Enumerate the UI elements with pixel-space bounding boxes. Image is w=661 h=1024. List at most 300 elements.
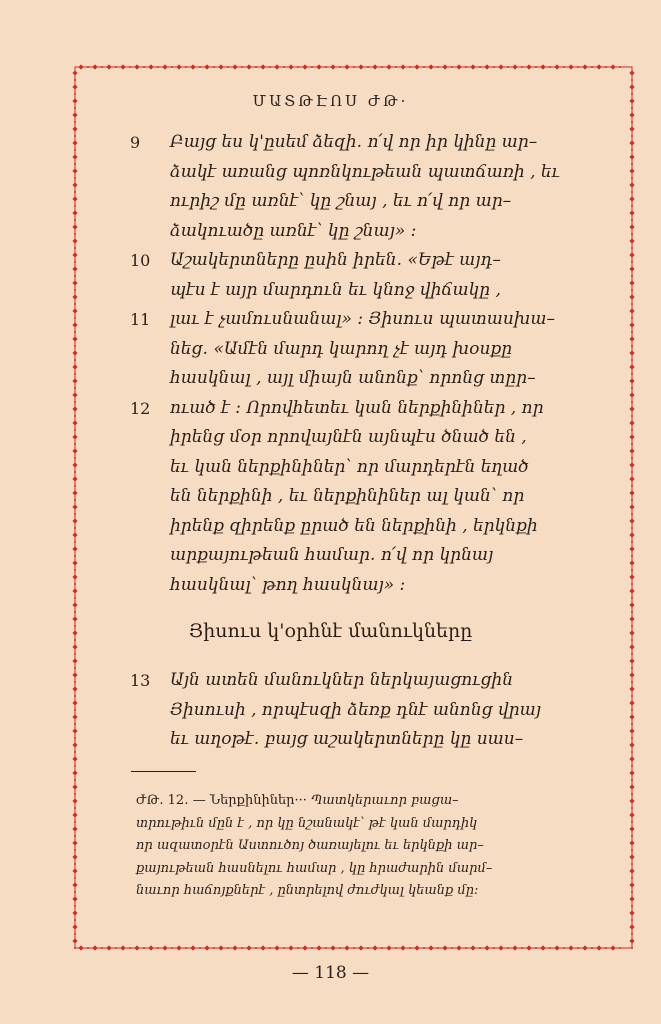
border-ornament-dot <box>605 947 607 949</box>
border-ornament-dot <box>631 205 633 207</box>
verse-text: եւ աղօթէ․ բայց աշակերտները կը սաս– <box>170 729 524 749</box>
border-ornament-diamond <box>629 420 634 425</box>
border-ornament-diamond <box>72 868 77 873</box>
border-ornament-diamond <box>72 784 77 789</box>
border-ornament-diamond <box>260 64 265 69</box>
border-ornament-dot <box>171 66 173 68</box>
border-ornament-diamond <box>72 224 77 229</box>
border-ornament-diamond <box>72 140 77 145</box>
verse-line <box>130 364 600 394</box>
border-ornament-diamond <box>72 238 77 243</box>
border-ornament-dot <box>74 485 76 487</box>
border-ornament-dot <box>74 79 76 81</box>
border-ornament-diamond <box>596 64 601 69</box>
verse-line <box>130 246 600 276</box>
border-ornament-diamond <box>629 476 634 481</box>
border-ornament-diamond <box>72 280 77 285</box>
border-ornament-dot <box>591 66 593 68</box>
border-ornament-diamond <box>629 588 634 593</box>
border-ornament-dot <box>143 66 145 68</box>
verses-block-1 <box>130 128 600 600</box>
border-ornament-diamond <box>176 945 181 950</box>
verse-line <box>130 305 600 335</box>
border-ornament-dot <box>74 737 76 739</box>
border-ornament-dot <box>74 695 76 697</box>
border-ornament-dot <box>283 66 285 68</box>
border-ornament-diamond <box>72 126 77 131</box>
border-ornament-dot <box>213 66 215 68</box>
border-ornament-diamond <box>372 945 377 950</box>
verse-line <box>130 453 600 483</box>
border-ornament-diamond <box>120 64 125 69</box>
border-ornament-diamond <box>629 644 634 649</box>
border-ornament-diamond <box>629 378 634 383</box>
section-subtitle: Յիսուս կ'օրհնէ մանուկները <box>188 620 473 642</box>
border-ornament-diamond <box>72 448 77 453</box>
verse-line <box>130 423 600 453</box>
border-ornament-diamond <box>428 945 433 950</box>
border-ornament-diamond <box>498 64 503 69</box>
border-ornament-diamond <box>72 168 77 173</box>
border-ornament-diamond <box>72 686 77 691</box>
border-ornament-diamond <box>629 252 634 257</box>
border-ornament-diamond <box>72 378 77 383</box>
border-ornament-dot <box>74 331 76 333</box>
border-ornament-diamond <box>204 945 209 950</box>
verse-text: արքայութեան համար․ ո՛վ որ կրնայ <box>170 545 494 565</box>
border-ornament-diamond <box>120 945 125 950</box>
border-ornament-diamond <box>72 308 77 313</box>
border-ornament-diamond <box>629 280 634 285</box>
border-ornament-dot <box>631 485 633 487</box>
border-ornament-diamond <box>629 140 634 145</box>
border-ornament-diamond <box>302 64 307 69</box>
border-ornament-dot <box>311 947 313 949</box>
border-ornament-dot <box>74 849 76 851</box>
border-ornament-dot <box>631 121 633 123</box>
border-ornament-diamond <box>72 672 77 677</box>
verse-text: իրենց մօր որովայնէն այնպէս ծնած են , <box>170 427 527 447</box>
border-ornament-dot <box>493 66 495 68</box>
verse-number: 9 <box>130 133 141 152</box>
border-ornament-dot <box>74 499 76 501</box>
border-ornament-dot <box>631 401 633 403</box>
verse-text: պէս է այր մարդուն եւ կնոջ վիճակը , <box>170 279 501 300</box>
border-ornament-diamond <box>72 546 77 551</box>
border-ornament-diamond <box>582 64 587 69</box>
border-ornament-dot <box>631 457 633 459</box>
border-ornament-diamond <box>629 924 634 929</box>
border-ornament-dot <box>507 66 509 68</box>
border-ornament-diamond <box>629 812 634 817</box>
verse-line <box>130 394 600 424</box>
border-ornament-diamond <box>582 945 587 950</box>
border-ornament-dot <box>339 66 341 68</box>
verse-line <box>130 571 600 601</box>
border-ornament-dot <box>631 191 633 193</box>
border-ornament-dot <box>74 835 76 837</box>
verse-number: 12 <box>130 398 151 418</box>
border-ornament-dot <box>74 457 76 459</box>
border-ornament-diamond <box>72 714 77 719</box>
border-ornament-diamond <box>72 938 77 943</box>
border-ornament-dot <box>325 947 327 949</box>
border-ornament-diamond <box>629 448 634 453</box>
footnote-line: որ ազատօրէն Աստուծոյ ծառայելու եւ երկնքի ար– <box>136 838 484 853</box>
border-ornament-dot <box>101 947 103 949</box>
border-ornament-diamond <box>498 945 503 950</box>
border-ornament-diamond <box>106 945 111 950</box>
border-ornament-diamond <box>288 945 293 950</box>
border-ornament-dot <box>185 947 187 949</box>
footnote-line: տրութիւն մըն է , որ կը նշանակէ՝ թէ կան մարդիկ <box>136 815 478 831</box>
border-ornament-diamond <box>72 154 77 159</box>
border-ornament-dot <box>631 345 633 347</box>
border-ornament-diamond <box>629 658 634 663</box>
running-header: ՄԱՏԹԷՈՍ ԺԹ· <box>252 92 409 110</box>
border-ornament-dot <box>437 947 439 949</box>
border-ornament-diamond <box>358 945 363 950</box>
border-ornament-diamond <box>92 945 97 950</box>
border-ornament-dot <box>74 247 76 249</box>
border-ornament-dot <box>631 723 633 725</box>
border-ornament-dot <box>631 667 633 669</box>
border-ornament-dot <box>631 373 633 375</box>
border-ornament-diamond <box>629 602 634 607</box>
border-ornament-dot <box>631 751 633 753</box>
border-ornament-diamond <box>72 756 77 761</box>
border-ornament-diamond <box>470 64 475 69</box>
border-ornament-diamond <box>246 945 251 950</box>
border-ornament-dot <box>143 947 145 949</box>
footnote-ref: ԺԹ․ 12․ <box>136 793 189 808</box>
border-ornament-dot <box>74 667 76 669</box>
border-ornament-dot <box>74 345 76 347</box>
border-ornament-diamond <box>414 945 419 950</box>
border-ornament-diamond <box>629 168 634 173</box>
verse-text: նեց․ «Ամէն մարդ կարող չէ այդ խօսքը <box>170 338 513 359</box>
border-ornament-diamond <box>629 462 634 467</box>
footnote-rule <box>131 771 196 772</box>
border-ornament-dot <box>631 765 633 767</box>
border-ornament-dot <box>631 695 633 697</box>
border-ornament-dot <box>631 779 633 781</box>
border-ornament-dot <box>87 66 89 68</box>
border-ornament-dot <box>129 66 131 68</box>
border-ornament-dot <box>311 66 313 68</box>
border-ornament-diamond <box>72 658 77 663</box>
border-ornament-diamond <box>629 868 634 873</box>
border-ornament-dot <box>74 779 76 781</box>
border-ornament-dot <box>367 66 369 68</box>
border-ornament-dot <box>157 947 159 949</box>
border-ornament-diamond <box>72 574 77 579</box>
border-ornament-diamond <box>470 945 475 950</box>
border-ornament-dot <box>74 723 76 725</box>
verse-text: լաւ է չամուսնանալ» ։ Յիսուս պատասխա– <box>170 309 555 329</box>
border-ornament-dot <box>74 877 76 879</box>
border-ornament-dot <box>74 681 76 683</box>
border-ornament-diamond <box>232 945 237 950</box>
border-ornament-diamond <box>629 504 634 509</box>
border-ornament-dot <box>423 947 425 949</box>
border-ornament-dot <box>631 499 633 501</box>
footnote-line <box>136 790 596 813</box>
border-ornament-diamond <box>629 910 634 915</box>
verse-text: ուած է ։ Որովհետեւ կան ներքինիներ , որ <box>170 397 544 418</box>
border-ornament-diamond <box>526 945 531 950</box>
border-ornament-dot <box>74 135 76 137</box>
verse-line <box>130 276 600 306</box>
border-ornament-dot <box>213 947 215 949</box>
verse-text: Աշակերտները ըսին իրեն․ «Եթէ այդ– <box>170 250 501 270</box>
border-ornament-dot <box>227 947 229 949</box>
border-ornament-diamond <box>72 406 77 411</box>
border-ornament-diamond <box>442 945 447 950</box>
border-ornament-diamond <box>629 896 634 901</box>
border-ornament-diamond <box>629 350 634 355</box>
border-ornament-dot <box>74 471 76 473</box>
border-ornament-diamond <box>526 64 531 69</box>
border-ornament-diamond <box>629 700 634 705</box>
border-ornament-diamond <box>72 504 77 509</box>
border-ornament-diamond <box>629 518 634 523</box>
border-ornament-dot <box>325 66 327 68</box>
border-ornament-dot <box>507 947 509 949</box>
border-ornament-diamond <box>629 546 634 551</box>
border-ornament-dot <box>74 443 76 445</box>
border-ornament-diamond <box>106 64 111 69</box>
border-ornament-dot <box>563 66 565 68</box>
border-ornament-dot <box>269 947 271 949</box>
border-ornament-dot <box>74 205 76 207</box>
border-ornament-dot <box>74 359 76 361</box>
border-ornament-dot <box>74 765 76 767</box>
border-ornament-diamond <box>72 252 77 257</box>
border-ornament-diamond <box>72 742 77 747</box>
border-ornament-dot <box>409 947 411 949</box>
border-ornament-dot <box>631 135 633 137</box>
border-ornament-diamond <box>554 64 559 69</box>
border-ornament-dot <box>227 66 229 68</box>
border-ornament-diamond <box>232 64 237 69</box>
border-ornament-diamond <box>629 882 634 887</box>
border-ornament-diamond <box>629 854 634 859</box>
border-ornament-diamond <box>148 945 153 950</box>
border-ornament-dot <box>74 541 76 543</box>
border-ornament-dot <box>631 415 633 417</box>
border-ornament-dot <box>631 471 633 473</box>
border-ornament-diamond <box>596 945 601 950</box>
verse-line <box>130 512 600 542</box>
verse-line <box>130 158 600 188</box>
verse-text: ձակէ առանց պոռնկութեան պատճառի , եւ <box>170 161 560 182</box>
border-ornament-dot <box>74 317 76 319</box>
verse-line <box>130 187 600 217</box>
border-ornament-dot <box>479 947 481 949</box>
border-ornament-dot <box>157 66 159 68</box>
border-ornament-diamond <box>629 742 634 747</box>
verse-text: եւ կան ներքինիներ՝ որ մարդերէն եղած <box>170 456 529 477</box>
border-ornament-diamond <box>629 266 634 271</box>
border-ornament-dot <box>631 79 633 81</box>
border-ornament-dot <box>74 429 76 431</box>
border-ornament-diamond <box>72 602 77 607</box>
border-ornament-diamond <box>330 64 335 69</box>
border-ornament-dot <box>631 681 633 683</box>
border-ornament-dot <box>631 163 633 165</box>
border-ornament-dot <box>521 66 523 68</box>
border-ornament-dot <box>74 261 76 263</box>
border-ornament-diamond <box>316 64 321 69</box>
border-ornament-dot <box>549 66 551 68</box>
border-ornament-diamond <box>629 714 634 719</box>
border-ornament-diamond <box>372 64 377 69</box>
verse-number: 10 <box>130 251 151 270</box>
border-ornament-dot <box>631 597 633 599</box>
border-ornament-diamond <box>72 322 77 327</box>
border-ornament-diamond <box>629 840 634 845</box>
verse-text: են ներքինի , եւ ներքինիներ ալ կան՝ որ <box>170 486 525 506</box>
border-ornament-diamond <box>72 294 77 299</box>
border-ornament-dot <box>74 919 76 921</box>
border-ornament-diamond <box>72 210 77 215</box>
border-ornament-diamond <box>442 64 447 69</box>
verse-line <box>130 217 600 247</box>
border-ornament-dot <box>631 289 633 291</box>
border-ornament-dot <box>74 513 76 515</box>
border-ornament-diamond <box>72 112 77 117</box>
border-ornament-diamond <box>78 945 83 950</box>
verse-line <box>130 541 600 571</box>
border-ornament-diamond <box>386 64 391 69</box>
border-ornament-dot <box>479 66 481 68</box>
border-ornament-dot <box>631 737 633 739</box>
border-ornament-diamond <box>190 945 195 950</box>
footnote-line: նաւոր հաճոյքներէ , ընտրելով ժուժկալ կեանք մը։ <box>136 883 479 898</box>
border-ornament-dot <box>381 947 383 949</box>
border-ornament-dot <box>437 66 439 68</box>
border-ornament-dot <box>74 219 76 221</box>
border-ornament-diamond <box>72 854 77 859</box>
border-ornament-diamond <box>629 938 634 943</box>
border-ornament-dot <box>74 947 76 949</box>
border-ornament-diamond <box>629 728 634 733</box>
border-ornament-dot <box>631 541 633 543</box>
border-ornament-diamond <box>72 462 77 467</box>
border-ornament-dot <box>74 653 76 655</box>
border-ornament-diamond <box>344 945 349 950</box>
border-ornament-dot <box>591 947 593 949</box>
verse-text: Բայց ես կ'ըսեմ ձեզի․ ո՛վ որ իր կինը ար– <box>170 132 538 152</box>
border-ornament-dot <box>74 177 76 179</box>
border-ornament-dot <box>631 919 633 921</box>
border-ornament-dot <box>87 947 89 949</box>
border-ornament-diamond <box>190 64 195 69</box>
border-ornament-diamond <box>554 945 559 950</box>
border-ornament-dot <box>521 947 523 949</box>
border-ornament-dot <box>74 303 76 305</box>
border-ornament-diamond <box>302 945 307 950</box>
border-ornament-diamond <box>629 308 634 313</box>
border-ornament-diamond <box>72 882 77 887</box>
verse-line <box>130 725 600 755</box>
border-ornament-diamond <box>629 392 634 397</box>
border-ornament-diamond <box>456 945 461 950</box>
border-ornament-diamond <box>72 924 77 929</box>
border-ornament-diamond <box>246 64 251 69</box>
footnote-term: — Ներքինիներ··· <box>192 793 307 808</box>
border-ornament-dot <box>74 709 76 711</box>
border-ornament-dot <box>74 163 76 165</box>
verse-text: Այն ատեն մանուկներ ներկայացուցին <box>170 670 514 690</box>
verse-text: հասկնալ , այլ միայն անոնք՝ որոնց տըր– <box>170 368 536 388</box>
border-ornament-diamond <box>92 64 97 69</box>
border-ornament-dot <box>74 751 76 753</box>
border-ornament-dot <box>631 807 633 809</box>
border-ornament-diamond <box>512 64 517 69</box>
border-ornament-dot <box>381 66 383 68</box>
border-ornament-dot <box>74 793 76 795</box>
border-ornament-diamond <box>629 434 634 439</box>
border-ornament-dot <box>631 709 633 711</box>
border-ornament-diamond <box>134 945 139 950</box>
border-ornament-diamond <box>629 560 634 565</box>
verse-text: Յիսուսի , որպէսզի ձեռք դնէ անոնց վրայ <box>170 699 541 720</box>
border-ornament-dot <box>74 275 76 277</box>
border-ornament-dot <box>631 275 633 277</box>
border-ornament-diamond <box>204 64 209 69</box>
border-ornament-dot <box>577 66 579 68</box>
border-ornament-diamond <box>629 322 634 327</box>
border-ornament-diamond <box>629 294 634 299</box>
border-ornament-dot <box>631 359 633 361</box>
border-ornament-diamond <box>484 64 489 69</box>
border-ornament-diamond <box>72 364 77 369</box>
border-ornament-diamond <box>629 70 634 75</box>
border-ornament-dot <box>74 583 76 585</box>
border-ornament-dot <box>631 849 633 851</box>
border-ornament-dot <box>171 947 173 949</box>
border-ornament-dot <box>115 66 117 68</box>
border-ornament-dot <box>631 653 633 655</box>
border-ornament-dot <box>74 891 76 893</box>
border-ornament-dot <box>631 527 633 529</box>
border-ornament-dot <box>353 947 355 949</box>
border-ornament-dot <box>74 149 76 151</box>
border-ornament-diamond <box>72 196 77 201</box>
border-ornament-diamond <box>484 945 489 950</box>
border-ornament-dot <box>74 555 76 557</box>
border-ornament-dot <box>631 583 633 585</box>
border-ornament-dot <box>185 66 187 68</box>
border-ornament-dot <box>631 177 633 179</box>
border-ornament-dot <box>339 947 341 949</box>
border-ornament-diamond <box>629 224 634 229</box>
border-ornament-diamond <box>414 64 419 69</box>
verse-line <box>130 482 600 512</box>
border-ornament-dot <box>74 821 76 823</box>
border-ornament-diamond <box>568 945 573 950</box>
border-ornament-diamond <box>629 196 634 201</box>
border-ornament-dot <box>631 569 633 571</box>
border-ornament-dot <box>493 947 495 949</box>
border-ornament-dot <box>451 947 453 949</box>
footnote-text: Պատկերաւոր բացա– <box>311 793 459 808</box>
border-ornament-dot <box>631 513 633 515</box>
border-ornament-dot <box>631 331 633 333</box>
border-ornament-dot <box>631 429 633 431</box>
